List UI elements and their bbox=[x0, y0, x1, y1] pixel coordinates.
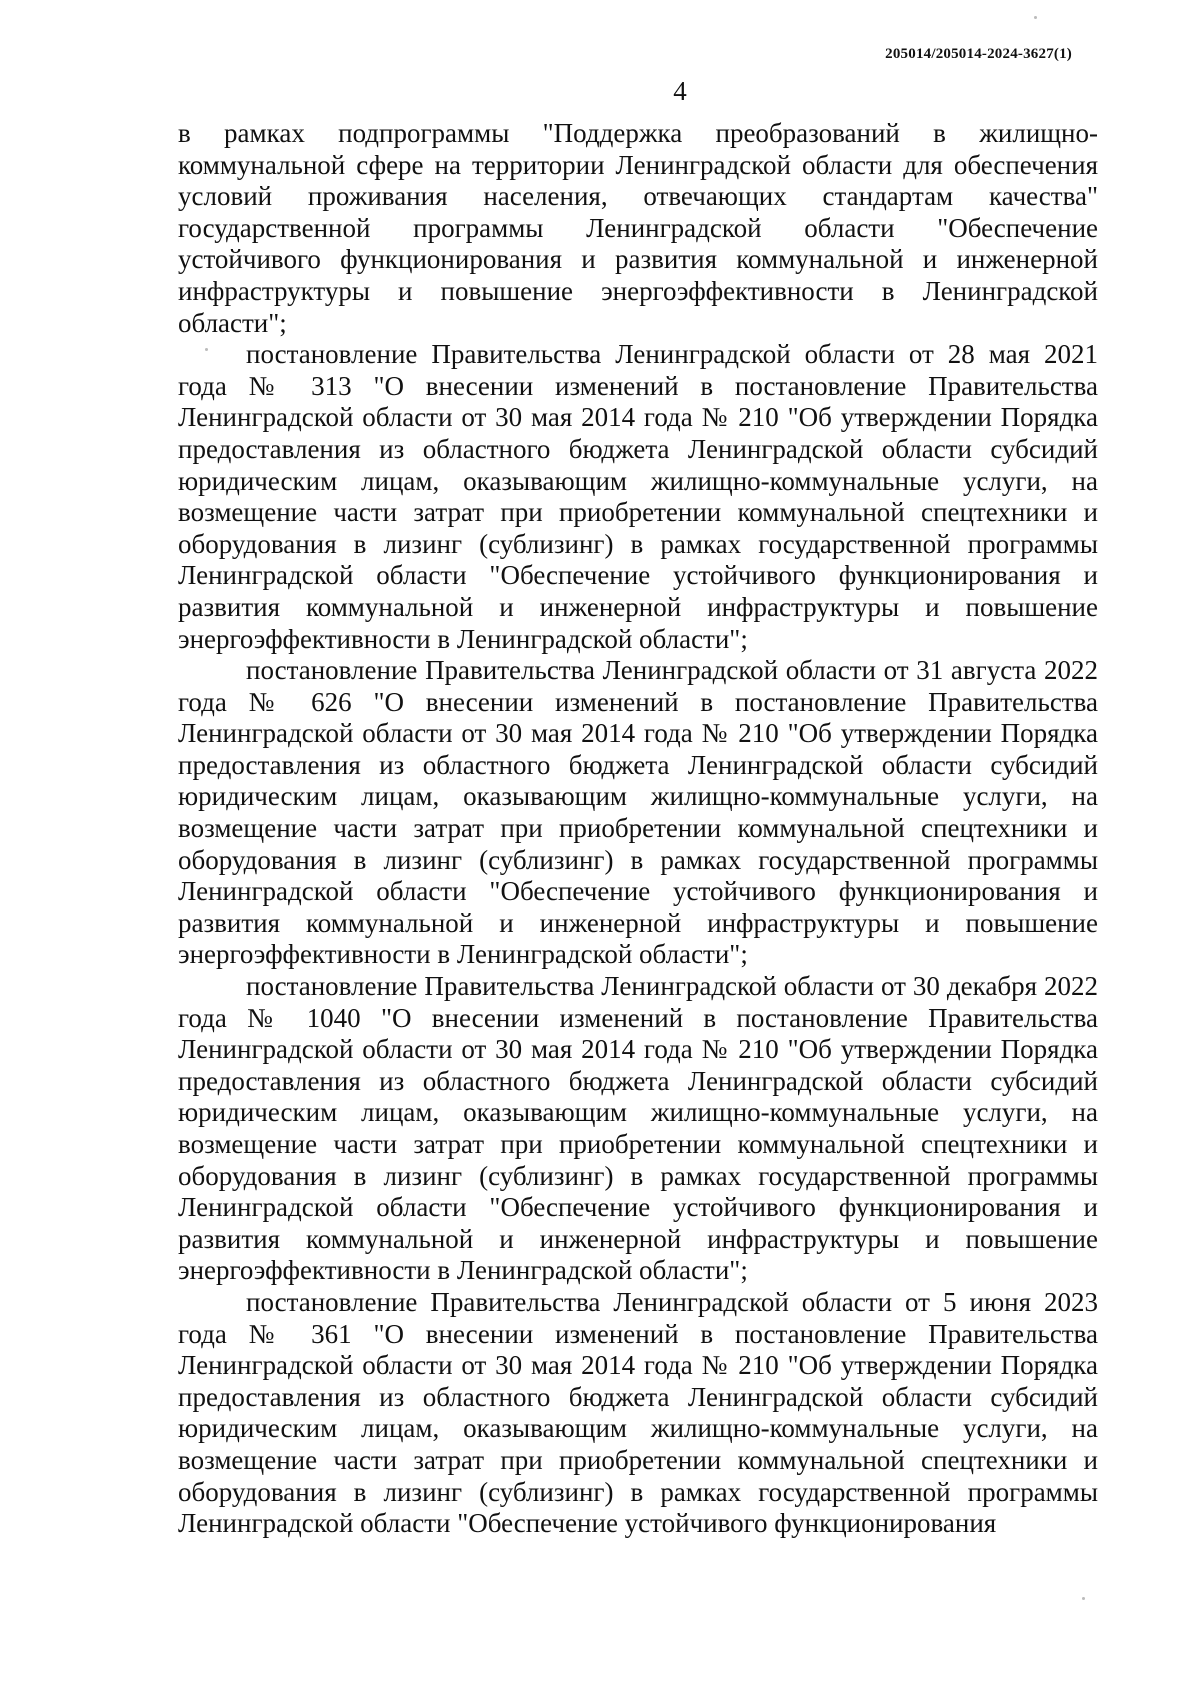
page-number: 4 bbox=[673, 76, 687, 106]
paragraph-continuation: в рамках подпрограммы "Поддержка преобразований в жилищно-коммунальной сфере на территории Ленинградской области для обеспечения условий проживания населения, отвечающих стандартам качества" государственной программы Ленинградской области "Обеспечение устойчивого функционирования и развития коммунальной и инженерной инфраструктуры и повышение энергоэффективности в Ленинградской области"; bbox=[178, 118, 1098, 338]
document-body bbox=[178, 118, 1098, 1540]
paragraph-resolution-626: постановление Правительства Ленинградской области от 31 августа 2022 года № 626 "О внесении изменений в постановление Правительства Ленинградской области от 30 мая 2014 года № 210 "Об утверждении Порядка предоставления из областного бюджета Ленинградской области субсидий юридическим лицам, оказывающим жилищно-коммунальные услуги, на возмещение части затрат при приобретении коммунальной спецтехники и оборудования в лизинг (сублизинг) в рамках государственной программы Ленинградской области "Обеспечение устойчивого функционирования и развития коммунальной и инженерной инфраструктуры и повышение энергоэффективности в Ленинградской области"; bbox=[178, 655, 1098, 970]
paragraph-resolution-313: постановление Правительства Ленинградской области от 28 мая 2021 года № 313 "О внесении изменений в постановление Правительства Ленинградской области от 30 мая 2014 года № 210 "Об утверждении Порядка предоставления из областного бюджета Ленинградской области субсидий юридическим лицам, оказывающим жилищно-коммунальные услуги, на возмещение части затрат при приобретении коммунальной спецтехники и оборудования в лизинг (сублизинг) в рамках государственной программы Ленинградской области "Обеспечение устойчивого функционирования и развития коммунальной и инженерной инфраструктуры и повышение энергоэффективности в Ленинградской области"; bbox=[178, 339, 1098, 654]
scan-speck bbox=[205, 348, 208, 351]
paragraph-resolution-1040: постановление Правительства Ленинградской области от 30 декабря 2022 года № 1040 "О внесении изменений в постановление Правительства Ленинградской области от 30 мая 2014 года № 210 "Об утверждении Порядка предоставления из областного бюджета Ленинградской области субсидий юридическим лицам, оказывающим жилищно-коммунальные услуги, на возмещение части затрат при приобретении коммунальной спецтехники и оборудования в лизинг (сублизинг) в рамках государственной программы Ленинградской области "Обеспечение устойчивого функционирования и развития коммунальной и инженерной инфраструктуры и повышение энергоэффективности в Ленинградской области"; bbox=[178, 971, 1098, 1286]
scan-speck bbox=[1082, 1597, 1085, 1600]
paragraph-resolution-361: постановление Правительства Ленинградской области от 5 июня 2023 года № 361 "О внесении изменений в постановление Правительства Ленинградской области от 30 мая 2014 года № 210 "Об утверждении Порядка предоставления из областного бюджета Ленинградской области субсидий юридическим лицам, оказывающим жилищно-коммунальные услуги, на возмещение части затрат при приобретении коммунальной спецтехники и оборудования в лизинг (сублизинг) в рамках государственной программы Ленинградской области "Обеспечение устойчивого функционирования bbox=[178, 1286, 1098, 1539]
document-registration-number: 205014/205014-2024-3627(1) bbox=[885, 46, 1072, 62]
scan-speck bbox=[1034, 16, 1037, 19]
